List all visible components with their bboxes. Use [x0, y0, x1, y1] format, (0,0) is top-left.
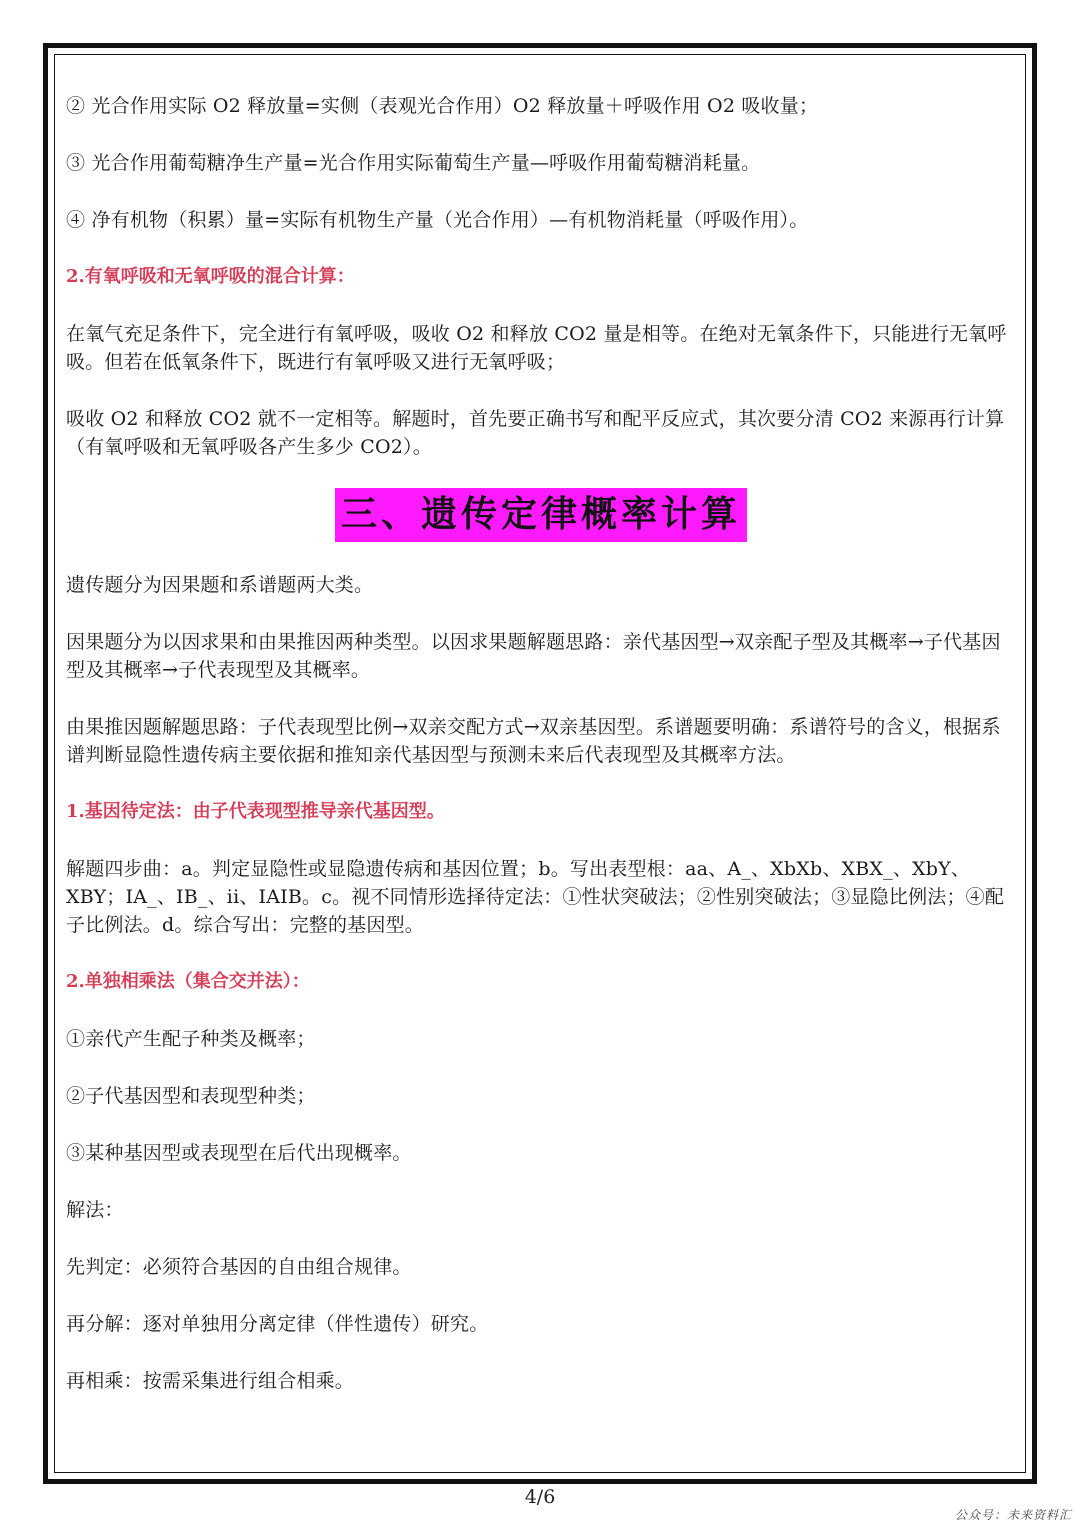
paragraph-four-steps: 解题四步曲：a。判定显隐性或显隐遗传病和基因位置；b。写出表型根：aa、A_、XbXb、XBX_、XbY、XBY；IA_、IB_、ii、IAIB。c。视不同情形选择待定法：①性状突破法；②性别突破法；③显隐比例法；④配子比例法。d。综合写出：完整的基因型。 — [66, 858, 1005, 936]
section-title-container — [66, 488, 1016, 542]
section-title: 三、遗传定律概率计算 — [335, 488, 747, 542]
list-item-probability: ③某种基因型或表现型在后代出现概率。 — [66, 1142, 412, 1164]
subheading-multiplication-method: 2.单独相乘法（集合交并法）： — [66, 971, 310, 992]
subheading-mixed-respiration: 2.有氧呼吸和无氧呼吸的混合计算： — [66, 266, 355, 287]
document-body — [66, 92, 1016, 1395]
watermark: 公众号：未来资料汇 — [954, 1508, 1072, 1522]
paragraph-formula-3: ③ 光合作用葡萄糖净生产量=光合作用实际葡萄生产量—呼吸作用葡萄糖消耗量。 — [66, 152, 761, 174]
subheading-gene-pending-method: 1.基因待定法：由子代表现型推导亲代基因型。 — [66, 801, 445, 822]
paragraph-step-decompose: 再分解：逐对单独用分离定律（伴性遗传）研究。 — [66, 1313, 489, 1335]
page-number: 4/6 — [524, 1486, 556, 1508]
paragraph-step-multiply: 再相乘：按需采集进行组合相乘。 — [66, 1370, 355, 1392]
paragraph-formula-4: ④ 净有机物（积累）量=实际有机物生产量（光合作用）—有机物消耗量（呼吸作用）。 — [66, 209, 809, 231]
paragraph-step-judge: 先判定：必须符合基因的自由组合规律。 — [66, 1256, 412, 1278]
paragraph-genetics-types: 遗传题分为因果题和系谱题两大类。 — [66, 574, 374, 596]
paragraph-calculation-method: 吸收 O2 和释放 CO2 就不一定相等。解题时，首先要正确书写和配平反应式，其次要分清 CO2 来源再行计算（有氧呼吸和无氧呼吸各产生多少 CO2）。 — [66, 408, 1005, 458]
paragraph-formula-2: ② 光合作用实际 O2 释放量=实侧（表观光合作用）O2 释放量＋呼吸作用 O2 吸收量； — [66, 95, 819, 117]
paragraph-effect-cause: 由果推因题解题思路：子代表现型比例→双亲交配方式→双亲基因型。系谱题要明确：系谱符号的含义，根据系谱判断显隐性遗传病主要依据和推知亲代基因型与预测未来后代表现型及其概率方法。 — [66, 716, 1001, 766]
list-item-offspring-types: ②子代基因型和表现型种类； — [66, 1085, 316, 1107]
paragraph-solution-label: 解法： — [66, 1199, 124, 1221]
paragraph-oxygen-conditions: 在氧气充足条件下，完全进行有氧呼吸，吸收 O2 和释放 CO2 量是相等。在绝对无氧条件下，只能进行无氧呼吸。但若在低氧条件下，既进行有氧呼吸又进行无氧呼吸； — [66, 323, 1007, 373]
list-item-gametes: ①亲代产生配子种类及概率； — [66, 1028, 316, 1050]
paragraph-cause-effect: 因果题分为以因求果和由果推因两种类型。以因求果题解题思路：亲代基因型→双亲配子型及其概率→子代基因型及其概率→子代表现型及其概率。 — [66, 631, 1001, 681]
